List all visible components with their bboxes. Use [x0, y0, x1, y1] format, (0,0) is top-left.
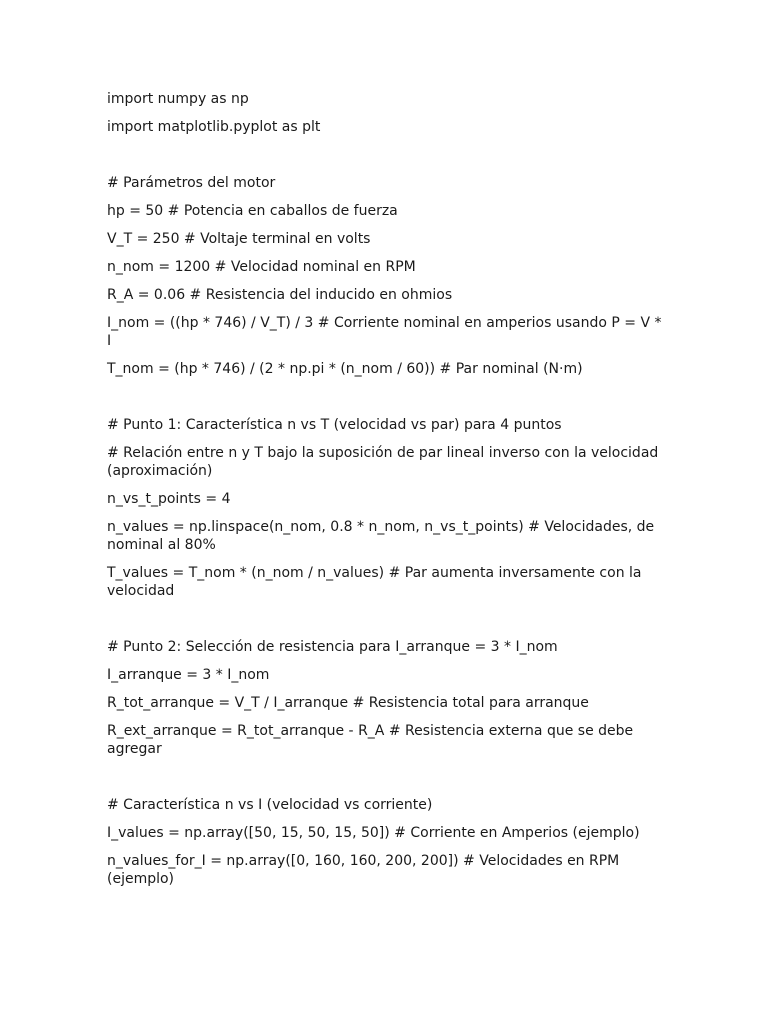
code-comment-line: # Parámetros del motor: [107, 175, 276, 191]
code-line: R_tot_arranque = V_T / I_arranque # Resistencia total para arranque: [107, 695, 589, 711]
code-line: T_nom = (hp * 746) / (2 * np.pi * (n_nom / 60)) # Par nominal (N·m): [107, 361, 583, 377]
blank-line: [107, 146, 663, 174]
code-text-block: [107, 90, 663, 898]
code-line: n_values = np.linspace(n_nom, 0.8 * n_nom, n_vs_t_points) # Velocidades, de nominal al 80%: [107, 519, 655, 553]
code-line: T_values = T_nom * (n_nom / n_values) # Par aumenta inversamente con la velocidad: [107, 565, 642, 599]
code-line: I_arranque = 3 * I_nom: [107, 667, 270, 683]
blank-line: [107, 610, 663, 638]
code-line: I_values = np.array([50, 15, 50, 15, 50]) # Corriente en Amperios (ejemplo): [107, 825, 640, 841]
code-comment-line: # Punto 2: Selección de resistencia para I_arranque = 3 * I_nom: [107, 639, 558, 655]
code-line: I_nom = ((hp * 746) / V_T) / 3 # Corriente nominal en amperios usando P = V * I: [107, 315, 662, 349]
code-comment-line: # Punto 1: Característica n vs T (velocidad vs par) para 4 puntos: [107, 417, 562, 433]
code-comment-line: # Característica n vs I (velocidad vs corriente): [107, 797, 433, 813]
code-line: R_A = 0.06 # Resistencia del inducido en ohmios: [107, 287, 453, 303]
code-line: n_vs_t_points = 4: [107, 491, 231, 507]
blank-line: [107, 388, 663, 416]
code-line: V_T = 250 # Voltaje terminal en volts: [107, 231, 371, 247]
code-line: import matplotlib.pyplot as plt: [107, 119, 321, 135]
code-line: n_values_for_I = np.array([0, 160, 160, 200, 200]) # Velocidades en RPM (ejemplo): [107, 853, 620, 887]
blank-line: [107, 768, 663, 796]
code-line: R_ext_arranque = R_tot_arranque - R_A # Resistencia externa que se debe agregar: [107, 723, 634, 757]
code-line: import numpy as np: [107, 91, 249, 107]
code-comment-line: # Relación entre n y T bajo la suposición de par lineal inverso con la velocidad (aproximación): [107, 445, 659, 479]
code-line: n_nom = 1200 # Velocidad nominal en RPM: [107, 259, 416, 275]
code-line: hp = 50 # Potencia en caballos de fuerza: [107, 203, 398, 219]
